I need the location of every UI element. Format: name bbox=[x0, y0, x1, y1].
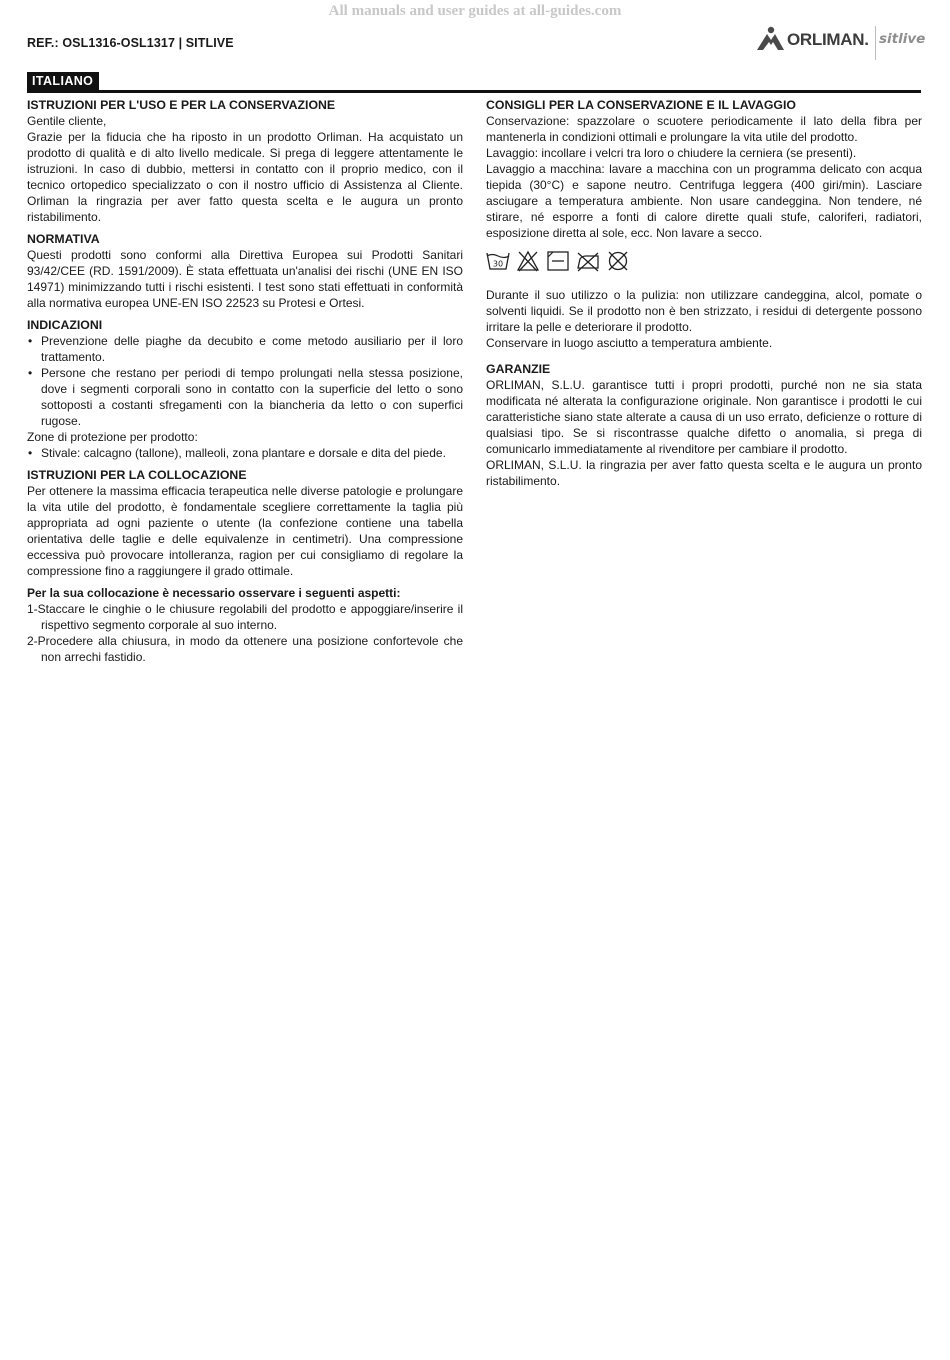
wash-temperature: 30 bbox=[492, 259, 504, 269]
reference-code: REF.: OSL1316-OSL1317 | SITLIVE bbox=[27, 36, 234, 50]
section-heading: INDICAZIONI bbox=[27, 318, 103, 332]
bold-instruction: Per la sua collocazione è necessario osservare i seguenti aspetti: bbox=[27, 586, 401, 600]
left-column bbox=[27, 97, 463, 671]
usage-section bbox=[27, 97, 463, 225]
paragraph: Durante il suo utilizzo o la pulizia: non utilizzare candeggina, alcol, pomate o solventi liquidi. Se il prodotto non è ben strizzato, i residui di detergente possono irritare la pelle e deteriorare il prodotto. bbox=[486, 288, 922, 334]
step-item: 1-Staccare le cinghie o le chiusure regolabili del prodotto e appoggiare/inserire il rispettivo segmento corporale al suo interno. bbox=[27, 602, 463, 632]
logo-divider bbox=[875, 26, 876, 60]
orliman-logo-icon bbox=[755, 26, 785, 52]
paragraph: ORLIMAN, S.L.U. garantisce tutti i propri prodotti, purché non ne sia stata modificata né alterata la configurazione originale. Non garantisce i prodotti le cui caratteristiche siano state alterate a causa di un uso errato, deficienze o rotture di qualsiasi tipo. Se si riscontrasse qualche difetto o anomalia, si prega di comunicarlo immediatamente al rivenditore per cambiare il prodotto. bbox=[486, 378, 922, 456]
care-symbols bbox=[486, 247, 922, 275]
language-bar bbox=[27, 72, 921, 93]
no-dry-clean-icon bbox=[606, 250, 630, 272]
regulation-section bbox=[27, 231, 463, 311]
brand-name: ORLIMAN. bbox=[787, 30, 869, 49]
paragraph: Zone di protezione per prodotto: bbox=[27, 430, 198, 444]
greeting: Gentile cliente, bbox=[27, 114, 107, 128]
watermark: All manuals and user guides at all-guides.com bbox=[328, 3, 622, 19]
product-line-name: sitlive bbox=[879, 31, 926, 47]
wash-30-icon bbox=[486, 250, 510, 272]
section-heading: GARANZIE bbox=[486, 362, 551, 376]
no-bleach-icon bbox=[516, 250, 540, 272]
right-column bbox=[486, 97, 922, 495]
section-heading: ISTRUZIONI PER L'USO E PER LA CONSERVAZIONE bbox=[27, 98, 336, 112]
section-heading: ISTRUZIONI PER LA COLLOCAZIONE bbox=[27, 468, 247, 482]
dry-flat-icon bbox=[546, 250, 570, 272]
paragraph: Conservare in luogo asciutto a temperatura ambiente. bbox=[486, 336, 773, 350]
paragraph: Conservazione: spazzolare o scuotere periodicamente il lato della fibra per mantenerla in condizioni ottimali e prolungare la vita utile del prodotto. bbox=[486, 114, 922, 144]
no-iron-icon bbox=[576, 250, 600, 272]
step-item: 2-Procedere alla chiusura, in modo da ottenere una posizione confortevole che non arrechi fastidio. bbox=[27, 634, 463, 664]
paragraph: Lavaggio: incollare i velcri tra loro o chiudere la cerniera (se presenti). bbox=[486, 146, 857, 160]
paragraph: Per ottenere la massima efficacia terapeutica nelle diverse patologie e prolungare la vita utile del prodotto, è fondamentale scegliere correttamente la taglia più appropriata ad ogni paziente o utente (la confezione contiene una tabella orientativa delle taglie e delle equivalenze in centimetri). Una compressione eccessiva può provocare intolleranza, ragion per cui consigliamo di regolare la compressione fino a raggiungere il grado ottimale. bbox=[27, 484, 463, 578]
section-heading: CONSIGLI PER LA CONSERVAZIONE E IL LAVAGGIO bbox=[486, 98, 796, 112]
paragraph: Grazie per la fiducia che ha riposto in un prodotto Orliman. Ha acquistato un prodotto di qualità e di alto livello medicale. Si prega di leggere attentamente le istruzioni. In caso di dubbio, mettersi in contatto con il proprio medico, con il tecnico ortopedico specializzato o con il nostro ufficio di Assistenza al Cliente. Orliman la ringrazia per aver fatto questa scelta e le augura un pronto ristabilimento. bbox=[27, 130, 463, 224]
language-label: ITALIANO bbox=[27, 72, 99, 90]
paragraph: Questi prodotti sono conformi alla Direttiva Europea sui Prodotti Sanitari 93/42/CEE (RD. 1591/2009). È stata effettuata un'analisi dei rischi (UNE EN ISO 14971) minimizzando tutti i rischi esistenti. I test sono stati effettuati in conformità alla normativa europea UNE-EN ISO 22523 su Protesi e Ortesi. bbox=[27, 248, 463, 310]
care-section bbox=[486, 97, 922, 351]
list-item: • Persone che restano per periodi di tempo prolungati nella stessa posizione, dove i segmenti corporali sono in contatto con la superficie del letto o sono sottoposti a costanti sfregamenti con la biancheria da letto o con superfici rugose. bbox=[27, 365, 463, 429]
list-item: • Stivale: calcagno (tallone), malleoli, zona plantare e dorsale e dita del piede. bbox=[27, 445, 463, 461]
warranty-section bbox=[486, 361, 922, 489]
paragraph: ORLIMAN, S.L.U. la ringrazia per aver fatto questa scelta e le augura un pronto ristabilimento. bbox=[486, 458, 922, 488]
placement-section bbox=[27, 467, 463, 665]
paragraph: Lavaggio a macchina: lavare a macchina con un programma delicato con acqua tiepida (30°C) e sapone neutro. Centrifuga leggera (400 giri/min). Lasciare asciugare a temperatura ambiente. Non usare candeggina. Non tendere, né stirare, né esporre a fonti di calore dirette quali stufe, caloriferi, radiatori, esposizione diretta al sole, ecc. Non lavare a secco. bbox=[486, 162, 922, 240]
section-heading: NORMATIVA bbox=[27, 232, 100, 246]
brand-logo bbox=[755, 22, 930, 62]
indications-section bbox=[27, 317, 463, 461]
list-item: • Prevenzione delle piaghe da decubito e come metodo ausiliario per il loro trattamento. bbox=[27, 333, 463, 365]
